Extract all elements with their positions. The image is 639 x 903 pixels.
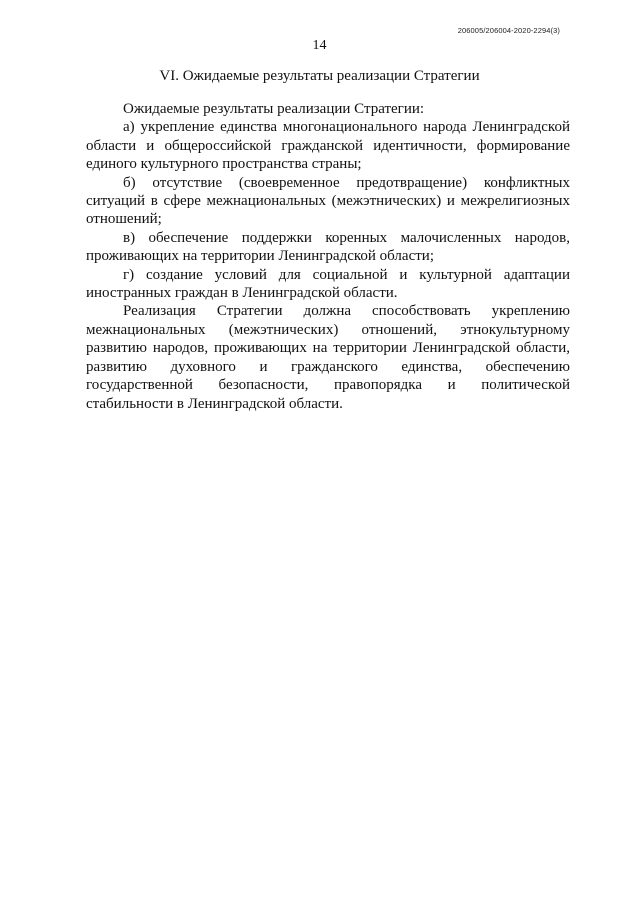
section-title: VI. Ожидаемые результаты реализации Стратегии (159, 68, 480, 84)
result-item-b: б) отсутствие (своевременное предотвращение) конфликтных ситуаций в сфере межнациональных (межэтнических) и межрелигиозных отношений; (86, 174, 570, 228)
document-id: 206005/206004-2020-2294(3) (457, 26, 560, 35)
closing-paragraph: Реализация Стратегии должна способствовать укреплению межнациональных (межэтнических) отношений, этнокультурному развитию народов, проживающих на территории Ленинградской области, развитию духовного и гражданского единства, обеспечению государственной безопасности, правопорядка и политической стабильности в Ленинградской области. (86, 303, 570, 412)
document-body (86, 100, 570, 413)
result-item-a: а) укрепление единства многонационального народа Ленинградской области и общероссийской гражданской идентичности, формирование единого культурного пространства страны; (86, 119, 570, 173)
intro-paragraph: Ожидаемые результаты реализации Стратегии: (123, 101, 425, 117)
result-item-d: г) создание условий для социальной и культурной адаптации иностранных граждан в Ленинградской области. (86, 266, 570, 302)
result-item-c: в) обеспечение поддержки коренных малочисленных народов, проживающих на территории Ленинградской области; (86, 229, 570, 265)
page-number: 14 (312, 38, 327, 53)
